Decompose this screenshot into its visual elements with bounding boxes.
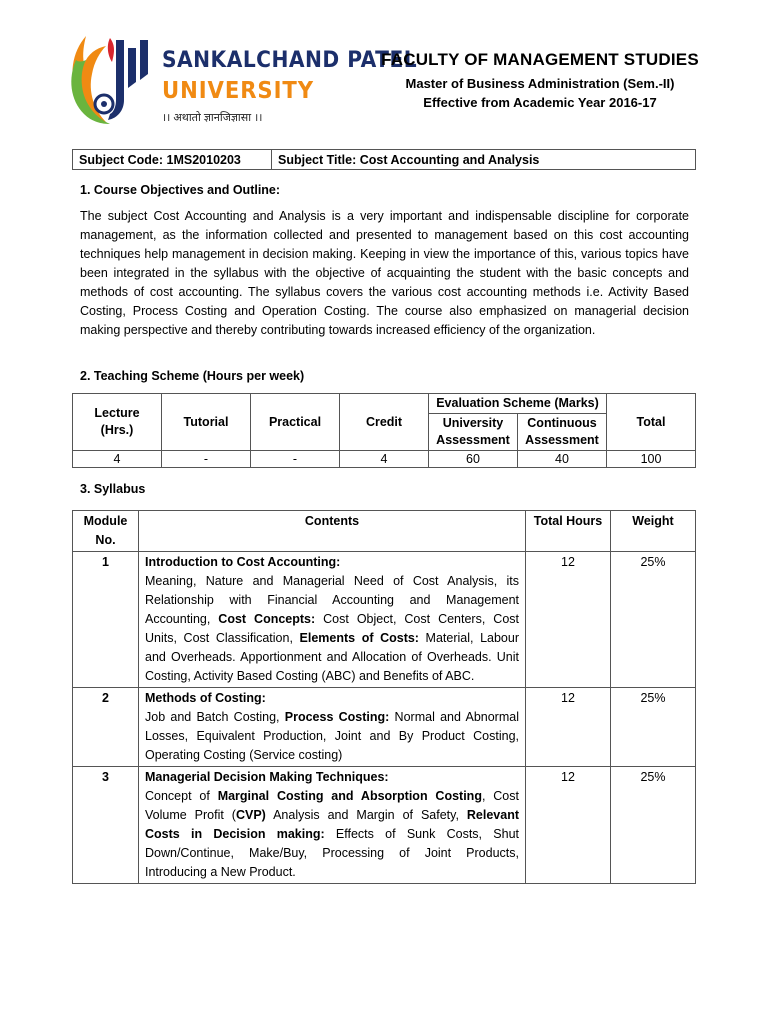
subject-table — [72, 149, 696, 170]
module-contents — [139, 688, 526, 767]
val-university: 60 — [429, 451, 518, 468]
val-lecture: 4 — [73, 451, 162, 468]
teaching-scheme-table — [72, 393, 696, 468]
module-bold-term: Marginal Costing and Absorption Costing — [217, 789, 482, 803]
faculty-title: FACULTY OF MANAGEMENT STUDIES — [381, 50, 699, 69]
module-bold-term: Elements of Costs: — [299, 631, 419, 645]
module-no: 2 — [73, 688, 139, 767]
subject-code: Subject Code: 1MS2010203 — [73, 150, 272, 170]
course-objectives-text: The subject Cost Accounting and Analysis is a very important and indispensable discipline for corporate management, as the information collected and presented to management based on this cost accounting techniques help management in decision making. Keeping in view the importance of this, various topics have been integrated in the syllabus with the objective of acquainting the student with the basic concepts and methods of cost accounting. The syllabus covers the various cost accounting methods i.e. Activity Based Costing, Process Costing and Operation Costing. The course also emphasized on managerial decision making perspective and thereby contributing towards increased efficiency of the organization. — [80, 209, 689, 337]
document-header — [380, 50, 700, 110]
section1-heading: 1. Course Objectives and Outline: — [80, 183, 281, 197]
val-total: 100 — [607, 451, 696, 468]
th-continuous: Continuous Assessment — [518, 414, 607, 451]
module-text: Job and Batch Costing, — [145, 710, 285, 724]
module-bold-term: Cost Concepts: — [218, 612, 316, 626]
module-text: Analysis and Margin of Safety, — [265, 808, 467, 822]
university-name-line1: SANKALCHAND PATEL — [162, 48, 418, 73]
th-contents: Contents — [139, 511, 526, 552]
module-text: Meaning, Nature and Managerial Need of Cost Analysis, its Relationship with Financial Accounting and Management Accounting, — [145, 574, 519, 626]
val-tutorial: - — [162, 451, 251, 468]
effective-year: Effective from Academic Year 2016-17 — [423, 95, 657, 110]
module-hours: 12 — [526, 552, 611, 688]
module-bold-term: Relevant Costs in Decision making: — [145, 808, 519, 841]
university-logo — [66, 30, 418, 126]
module-text: Normal and Abnormal Losses, Equivalent Production, Joint and By Product Costing, Operating Costing (Service costing) — [145, 710, 519, 762]
module-text: Cost Object, Cost Centers, Cost Units, Cost Classification, — [145, 612, 519, 645]
university-emblem-icon — [66, 30, 158, 126]
module-text: Material, Labour and Overheads. Apportionment and Allocation of Overheads. Unit Costing, Activity Based Costing (ABC) and Benefits of ABC. — [145, 631, 519, 683]
table-row — [73, 688, 696, 767]
module-text: Effects of Sunk Costs, Shut Down/Continue, Make/Buy, Processing of Joint Products, Introducing a New Product. — [145, 827, 520, 879]
module-hours: 12 — [526, 767, 611, 884]
module-weight: 25% — [611, 688, 696, 767]
th-lecture: Lecture (Hrs.) — [73, 394, 162, 451]
module-title: Managerial Decision Making Techniques: — [145, 770, 389, 784]
module-text: Concept of — [145, 789, 218, 803]
section2-heading: 2. Teaching Scheme (Hours per week) — [80, 369, 305, 383]
module-contents — [139, 552, 526, 688]
university-name-line2: UNIVERSITY — [162, 78, 314, 104]
module-title: Introduction to Cost Accounting: — [145, 555, 341, 569]
th-hours: Total Hours — [526, 511, 611, 552]
module-no: 3 — [73, 767, 139, 884]
th-weight: Weight — [611, 511, 696, 552]
module-no: 1 — [73, 552, 139, 688]
th-total: Total — [607, 394, 696, 451]
module-contents — [139, 767, 526, 884]
module-weight: 25% — [611, 767, 696, 884]
program-title: Master of Business Administration (Sem.-II) — [405, 76, 675, 91]
val-continuous: 40 — [518, 451, 607, 468]
module-bold-term: Process Costing: — [284, 710, 390, 724]
val-practical: - — [251, 451, 340, 468]
syllabus-table — [72, 510, 696, 884]
th-module: Module No. — [73, 511, 139, 552]
val-credit: 4 — [340, 451, 429, 468]
th-evaluation: Evaluation Scheme (Marks) — [429, 394, 607, 414]
table-row — [73, 767, 696, 884]
th-tutorial: Tutorial — [162, 394, 251, 451]
th-practical: Practical — [251, 394, 340, 451]
th-university: University Assessment — [429, 414, 518, 451]
university-motto: ।। अथातो ज्ञानजिज्ञासा ।। — [162, 112, 263, 124]
table-row — [73, 552, 696, 688]
section3-heading: 3. Syllabus — [80, 482, 146, 496]
subject-title: Subject Title: Cost Accounting and Analysis — [272, 150, 696, 170]
th-credit: Credit — [340, 394, 429, 451]
module-title: Methods of Costing: — [145, 691, 266, 705]
module-hours: 12 — [526, 688, 611, 767]
module-weight: 25% — [611, 552, 696, 688]
module-bold-term: CVP) — [235, 808, 266, 822]
module-text: , Cost Volume Profit ( — [145, 789, 519, 822]
